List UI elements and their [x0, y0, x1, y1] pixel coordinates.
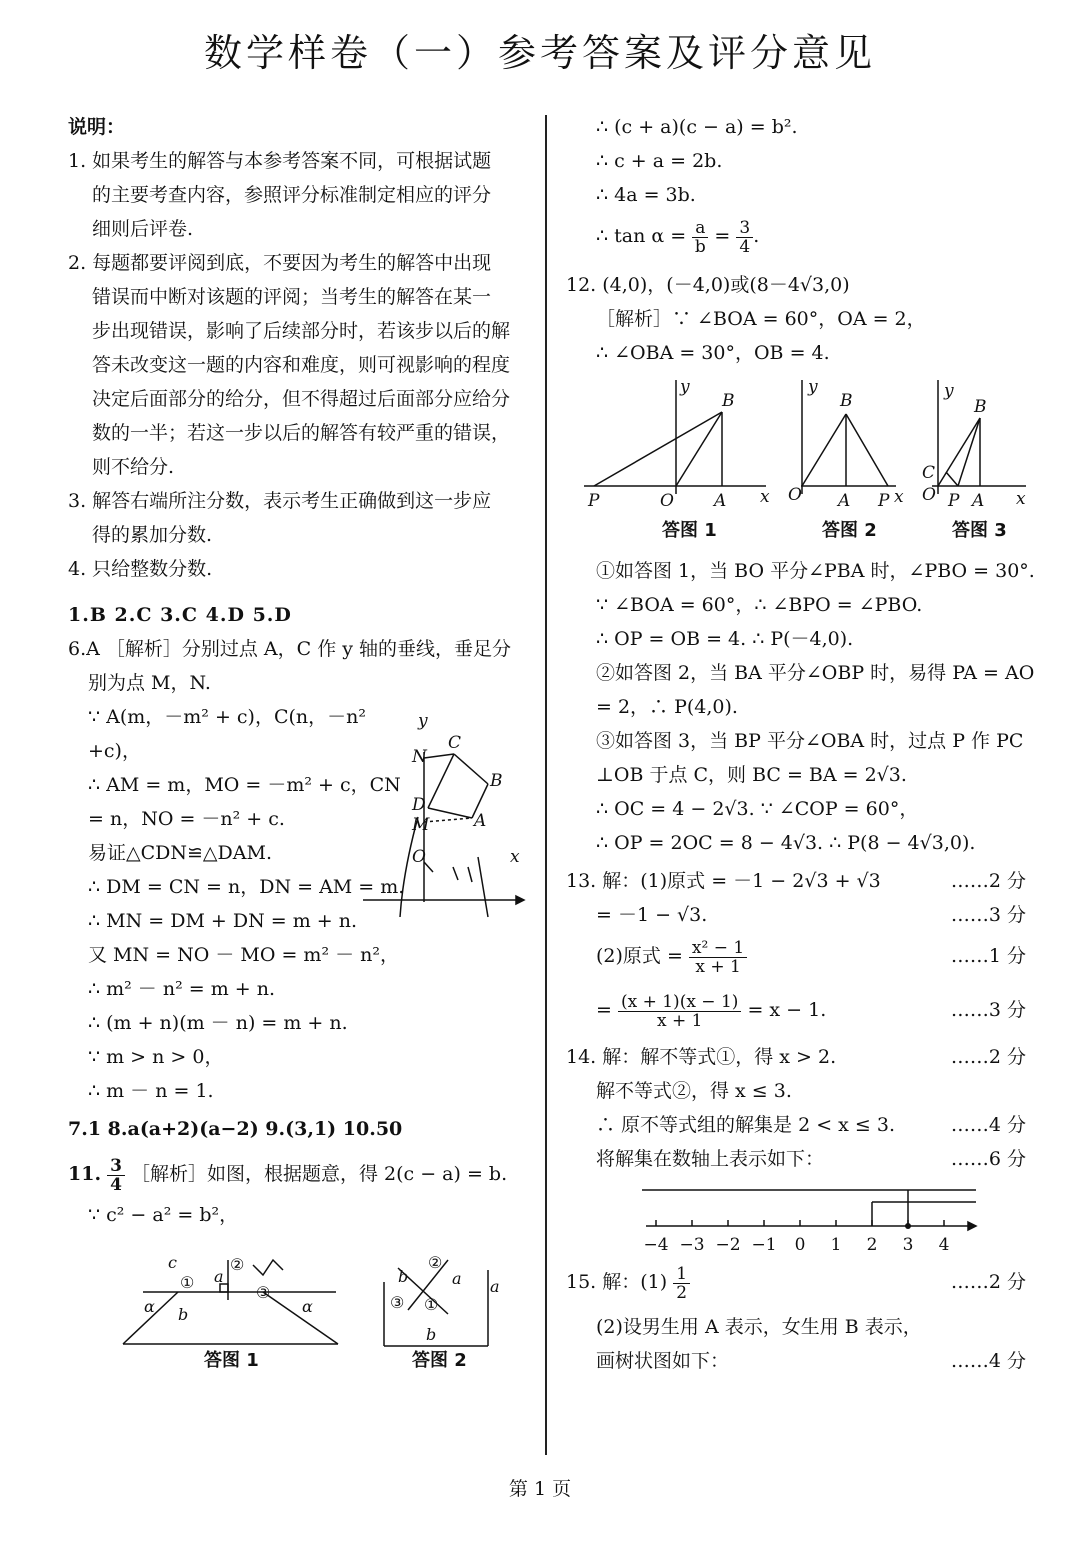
score-label: ……2 分	[950, 1271, 1026, 1293]
axis-label: −3	[679, 1235, 705, 1254]
axis-label: 2	[866, 1235, 878, 1254]
q12-cont-line: ∴ OP = 2OC = 8 − 4√3. ∴ P(8 − 4√3,0).	[596, 832, 976, 854]
q13-fraction	[689, 939, 747, 976]
q13-text: = －1 − √3.	[596, 904, 708, 926]
q12-fig3-label: A	[972, 491, 985, 511]
q11-head-text: ［解析］如图，根据题意，得 2(c − a) = b.	[131, 1163, 508, 1185]
q11-fig-label: a	[452, 1269, 462, 1288]
q14-text: 将解集在数轴上表示如下：	[596, 1148, 825, 1170]
q14-text: 14. 解：解不等式①，得 x > 2.	[566, 1046, 837, 1068]
note-line: 步出现错误，影响了后续部分时，若该步以后的解	[92, 320, 511, 342]
fill-answers: 7.1 8.a(a+2)(a−2) 9.(3,1) 10.50	[68, 1118, 403, 1140]
note-line: 3. 解答右端所注分数，表示考生正确做到这一步应	[68, 490, 492, 512]
q12-fig1-label: y	[680, 377, 690, 397]
note-line: 2. 每题都要评阅到底，不要因为考生的解答中出现	[68, 252, 492, 274]
q15-den: 2	[676, 1282, 688, 1303]
note-line: 细则后评卷.	[92, 218, 194, 240]
q13-num: x² − 1	[689, 939, 747, 958]
q11-fig-label: α	[302, 1297, 313, 1316]
q11-fig-label: α	[144, 1297, 155, 1316]
q12-fig1-label: B	[722, 391, 735, 411]
score-label: ……2 分	[950, 1046, 1026, 1068]
q12-figures	[566, 374, 1026, 554]
mc-answers: 1.B 2.C 3.C 4.D 5.D	[68, 604, 292, 626]
score-label: ……2 分	[950, 870, 1026, 892]
q11-answer-fraction	[107, 1157, 125, 1194]
q14-text: ∴ 原不等式组的解集是 2 < x ≤ 3.	[596, 1114, 896, 1136]
solution-endpoint	[905, 1223, 911, 1229]
q12-cont-line: ①如答图 1，当 BO 平分∠PBA 时，∠PBO = 30°.	[596, 560, 1035, 582]
q15-fraction	[673, 1265, 690, 1302]
q13-text: 13. 解：(1)原式 = －1 − 2√3 + √3	[566, 870, 881, 892]
q13-num: (x + 1)(x − 1)	[618, 993, 741, 1012]
q6-block	[68, 632, 526, 1108]
q6-fig-label: C	[448, 733, 462, 753]
q6-head: 6.A ［解析］分别过点 A，C 作 y 轴的垂线，垂足分	[68, 638, 512, 660]
axis-label: 4	[938, 1235, 950, 1254]
q14-line	[566, 1142, 1026, 1176]
q12-head: 12. (4,0)，(－4,0)或(8－4√3,0)	[566, 274, 850, 296]
note-line: 决定后面部分的给分，但不得超过后面部分应给分	[92, 388, 511, 410]
score-label: ……1 分	[950, 945, 1026, 967]
q12-fig2-label: x	[894, 487, 904, 507]
q13-fraction	[618, 993, 741, 1030]
score-label: ……3 分	[950, 999, 1026, 1021]
q6-figure	[358, 702, 528, 927]
q11-tan-prefix: ∴ tan α =	[596, 225, 687, 247]
q15-line: (2)设男生用 A 表示，女生用 B 表示，	[596, 1316, 922, 1338]
q6-line: ∴ AM = m，MO = －m² + c，CN	[88, 774, 401, 796]
note-line: 得的累加分数.	[92, 524, 213, 546]
q6-line: 又 MN = NO － MO = m² － n²，	[88, 944, 399, 966]
q6-line: +c)，	[88, 740, 141, 762]
q12-caption: 答图 2	[822, 520, 877, 541]
q11-tan-num2: 3	[736, 219, 753, 238]
q14-line	[566, 1040, 1026, 1074]
q11-fig-label: ③	[390, 1293, 405, 1312]
q11-tan-line	[566, 212, 1026, 260]
q6-fig-label: x	[510, 847, 520, 867]
q11-tan-den2: 4	[739, 236, 751, 257]
axis-label: −4	[643, 1235, 669, 1254]
note-line: 1. 如果考生的解答与本参考答案不同，可根据试题	[68, 150, 492, 172]
score-label: ……4 分	[950, 1114, 1026, 1136]
q12-fig3-label: y	[944, 381, 954, 401]
q12-cont-line: = 2，∴ P(4,0).	[596, 696, 738, 718]
score-label: ……3 分	[950, 904, 1026, 926]
q11-fig-label: b	[398, 1267, 409, 1286]
q11-fig-label: c	[168, 1253, 177, 1272]
q11-fig-label: ③	[256, 1283, 271, 1302]
q11-tan-frac1	[692, 219, 708, 256]
q12-fig1-label: A	[714, 491, 727, 511]
q13-den: x + 1	[695, 956, 741, 977]
q11-fig-label: a	[214, 1267, 224, 1286]
q12-cont-line: ⊥OB 于点 C，则 BC = BA = 2√3.	[596, 764, 907, 786]
q6-fig-label: O	[412, 847, 426, 867]
note-line: 则不给分.	[92, 456, 175, 478]
left-column	[68, 110, 526, 1380]
q11-figures	[68, 1240, 526, 1380]
q15-num: 1	[673, 1265, 690, 1284]
q11-tan-eq: =	[714, 225, 731, 247]
q11-head	[68, 1150, 526, 1198]
q11-cont-line: ∴ c + a = 2b.	[596, 150, 723, 172]
q6-fig-label: A	[474, 811, 487, 831]
q6-fig-label: M	[412, 815, 430, 835]
q11-answer-num: 3	[107, 1157, 125, 1176]
q6-line: 别为点 M，N.	[88, 672, 211, 694]
q6-line: = n，NO = －n² + c.	[88, 808, 285, 830]
page-title: 数学样卷（一）参考答案及评分意见	[203, 31, 876, 75]
notes-heading: 说明：	[68, 116, 126, 138]
q13-line	[566, 986, 1026, 1034]
q12-fig3-label: P	[948, 491, 960, 511]
q12-line: ［解析］∵ ∠BOA = 60°，OA = 2，	[596, 308, 926, 330]
q12-cont-line: ∴ OP = OB = 4. ∴ P(－4,0).	[596, 628, 854, 650]
q11-fig-label: ②	[230, 1255, 245, 1274]
q11-fig-label: ①	[180, 1273, 195, 1292]
axis-label: 3	[902, 1235, 914, 1254]
q11-number: 11.	[68, 1163, 102, 1185]
q11-fig2-caption: 答图 2	[412, 1350, 467, 1371]
q11-tan-num1: a	[692, 219, 708, 238]
column-divider	[545, 115, 547, 1455]
q15-text: 15. 解：(1)	[566, 1271, 668, 1293]
q11-fig-label: ①	[424, 1295, 439, 1314]
q12-caption: 答图 3	[952, 520, 1007, 541]
q12-cont-line: ∵ ∠BOA = 60°，∴ ∠BPO = ∠PBO.	[596, 594, 923, 616]
q13-text: =	[596, 999, 612, 1021]
q6-fig-label: y	[418, 711, 428, 731]
q13-line	[566, 898, 1026, 932]
q12-fig3-label: O	[922, 485, 936, 505]
score-label: ……6 分	[950, 1148, 1026, 1170]
note-line: 的主要考查内容，参照评分标准制定相应的评分	[92, 184, 492, 206]
q11-tan-end: .	[753, 225, 760, 247]
q12-fig1-label: x	[760, 487, 770, 507]
q6-fig-label: B	[490, 771, 503, 791]
q6-line: ∴ (m + n)(m － n) = m + n.	[88, 1012, 348, 1034]
q6-line: ∴ m² － n² = m + n.	[88, 978, 275, 1000]
q13-den: x + 1	[656, 1010, 703, 1031]
q15-line	[566, 1258, 1026, 1306]
q6-line: ∴ m － n = 1.	[88, 1080, 214, 1102]
q11-fig-label: b	[426, 1325, 437, 1344]
right-column	[566, 110, 1035, 1378]
q6-line: ∴ DM = CN = n，DN = AM = m.	[88, 876, 405, 898]
q11-fig-label: b	[178, 1305, 189, 1324]
q11-tan-frac2	[736, 219, 753, 256]
q6-line: ∵ m > n > 0，	[88, 1046, 224, 1068]
q12-cont-line: ②如答图 2，当 BA 平分∠OBP 时，易得 PA = AO	[596, 662, 1035, 684]
q12-fig1-label: O	[660, 491, 674, 511]
q12-cont-line: ③如答图 3，当 BP 平分∠OBA 时，过点 P 作 PC	[596, 730, 1024, 752]
q13-line	[566, 864, 1026, 898]
q11-line: ∵ c² − a² = b²，	[88, 1204, 239, 1226]
q14-line	[566, 1108, 1026, 1142]
page-footer: 第 1 页	[508, 1478, 572, 1500]
note-line: 错误而中断对该题的评阅；当考生的解答在某一	[92, 286, 492, 308]
axis-label: −1	[751, 1235, 777, 1254]
q12-line: ∴ ∠OBA = 30°，OB = 4.	[596, 342, 830, 364]
note-line: 答未改变这一题的内容和难度，则可视影响的程度	[92, 354, 511, 376]
q12-fig2-label: P	[878, 491, 890, 511]
q11-fig-label: ②	[428, 1253, 443, 1272]
q12-fig2-label: B	[840, 391, 853, 411]
axis-label: 1	[830, 1235, 842, 1254]
axis-label: 0	[794, 1235, 806, 1254]
q12-fig3-label: C	[922, 463, 936, 483]
q15-line	[566, 1344, 1026, 1378]
q13-text: = x − 1.	[747, 999, 827, 1021]
axis-label: −2	[715, 1235, 741, 1254]
note-line: 数的一半；若这一步以后的解答有较严重的错误，	[92, 422, 511, 444]
q6-fig-label: D	[412, 795, 426, 815]
score-label: ……4 分	[950, 1350, 1026, 1372]
q13-text: (2)原式 =	[596, 945, 683, 967]
note-line: 4. 只给整数分数.	[68, 558, 213, 580]
q11-tan-den1: b	[694, 236, 706, 257]
q12-fig1-label: P	[588, 491, 600, 511]
q12-fig3-label: B	[974, 397, 987, 417]
q13-line	[566, 932, 1026, 980]
q12-cont-line: ∴ OC = 4 − 2√3. ∵ ∠COP = 60°，	[596, 798, 919, 820]
q6-fig-label: N	[412, 747, 427, 767]
q12-fig2-label: O	[788, 485, 802, 505]
q11-cont-line: ∴ 4a = 3b.	[596, 184, 696, 206]
q6-line: 易证△CDN≌△DAM.	[88, 842, 272, 864]
q12-fig2-label: A	[838, 491, 851, 511]
q15-text: 画树状图如下：	[596, 1350, 730, 1372]
q11-fig1-caption: 答图 1	[204, 1350, 259, 1371]
q12-caption: 答图 1	[662, 520, 717, 541]
q12-fig3-label: x	[1016, 489, 1026, 509]
q11-answer-den: 4	[110, 1174, 122, 1195]
q6-line: ∴ MN = DM + DN = m + n.	[88, 910, 358, 932]
q11-cont-line: ∴ (c + a)(c − a) = b².	[596, 116, 798, 138]
q12-fig2-label: y	[808, 377, 818, 397]
q11-fig-label: a	[490, 1277, 500, 1296]
q6-line: ∵ A(m，－m² + c)，C(n，－n²	[88, 706, 367, 728]
q14-line: 解不等式②，得 x ≤ 3.	[596, 1080, 792, 1102]
number-line	[566, 1178, 1026, 1254]
